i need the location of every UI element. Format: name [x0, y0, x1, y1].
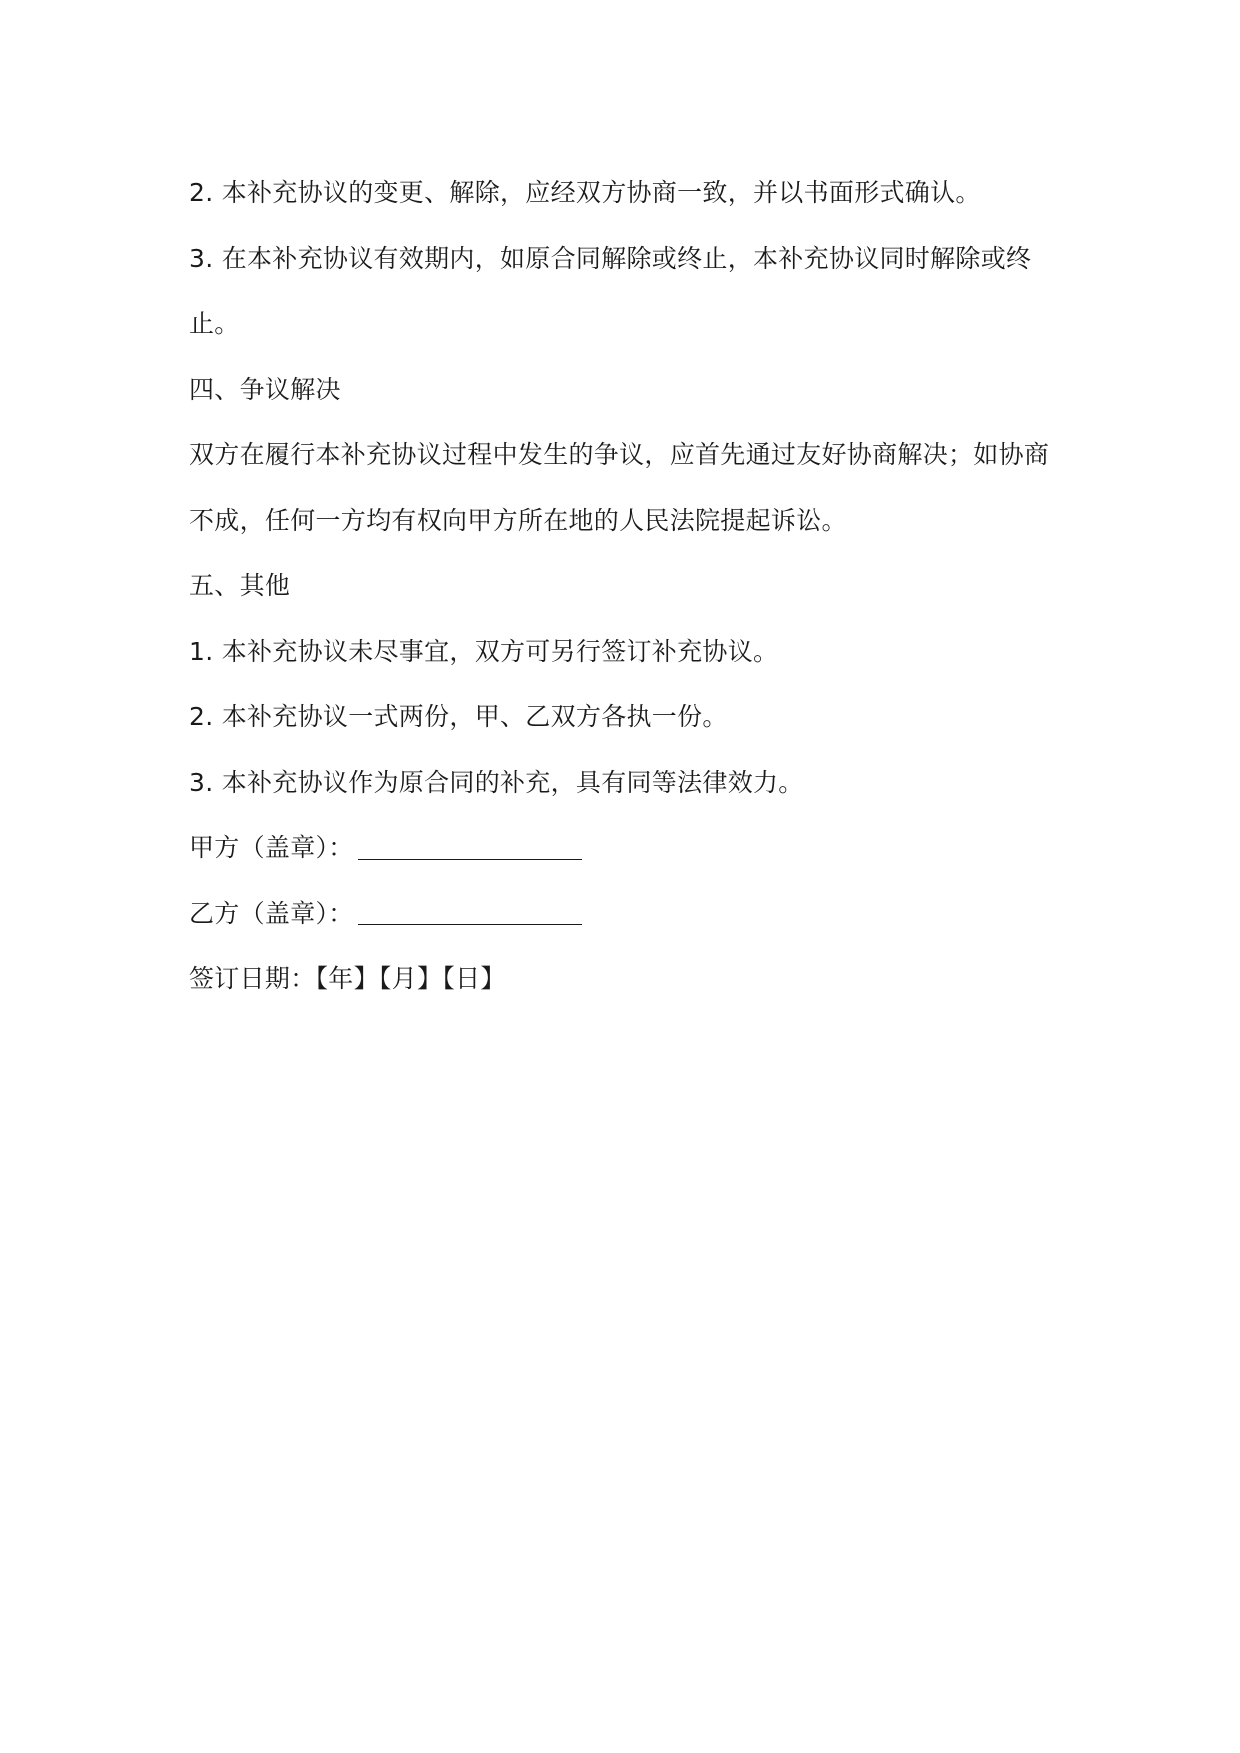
section-5-item-2: 2. 本补充协议一式两份，甲、乙双方各执一份。 [189, 702, 728, 731]
section-5-item-3: 3. 本补充协议作为原合同的补充，具有同等法律效力。 [189, 767, 804, 797]
party-a-signature-line [189, 815, 1069, 881]
clause-3-item-3-continued: 止。 [189, 309, 240, 338]
section-5-item-1: 1. 本补充协议未尽事宜，双方可另行签订补充协议。 [189, 636, 779, 666]
party-b-label: 乙方（盖章）： [189, 898, 354, 928]
party-b-signature-blank [358, 923, 582, 925]
document-body [189, 160, 1069, 1012]
party-a-label: 甲方（盖章）： [189, 833, 354, 862]
party-b-signature-line [189, 881, 1069, 947]
section-4-heading: 四、争议解决 [189, 374, 341, 404]
clause-3-item-2: 2. 本补充协议的变更、解除，应经双方协商一致，并以书面形式确认。 [189, 178, 981, 207]
section-4-paragraph-line-1: 双方在履行本补充协议过程中发生的争议，应首先通过友好协商解决；如协商 [189, 440, 1050, 469]
signing-date: 签订日期：【年】【月】【日】 [189, 964, 506, 993]
section-5-heading: 五、其他 [189, 571, 291, 600]
party-a-signature-blank [358, 858, 582, 860]
clause-3-item-3: 3. 在本补充协议有效期内，如原合同解除或终止，本补充协议同时解除或终 [189, 243, 1032, 273]
section-4-paragraph-line-2: 不成，任何一方均有权向甲方所在地的人民法院提起诉讼。 [189, 505, 847, 535]
